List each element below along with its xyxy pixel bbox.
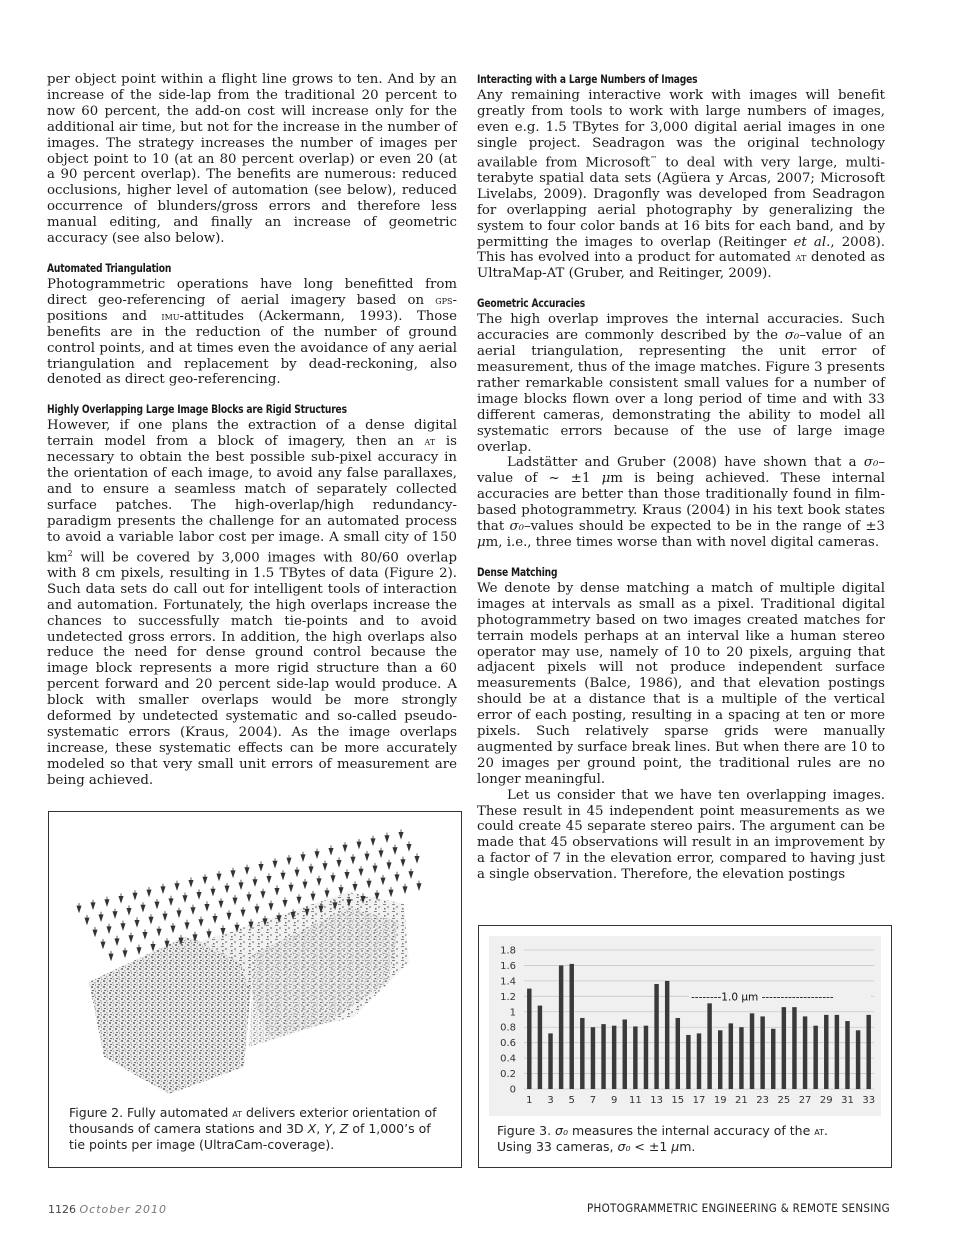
x-tick-label: 29 xyxy=(819,1095,833,1106)
camera-station-icon xyxy=(151,941,155,950)
camera-station-icon xyxy=(273,858,277,867)
camera-station-icon xyxy=(379,848,383,857)
x-tick-label: 31 xyxy=(841,1095,854,1106)
camera-station-icon xyxy=(387,860,391,869)
camera-station-icon xyxy=(207,929,211,938)
camera-station-icon xyxy=(269,901,273,910)
figure-3 xyxy=(478,925,892,1168)
camera-station-icon xyxy=(385,833,389,842)
bar xyxy=(707,993,711,1089)
bar xyxy=(623,1020,627,1090)
camera-station-icon xyxy=(107,924,111,933)
camera-station-icon xyxy=(191,905,195,914)
heading-geometric-accuracies: Geometric Accuracies xyxy=(477,296,586,311)
x-tick-label: 11 xyxy=(628,1095,642,1106)
x-tick-label: 25 xyxy=(777,1095,791,1106)
camera-station-icon xyxy=(115,936,119,945)
bar xyxy=(654,984,658,1089)
camera-station-icon xyxy=(283,897,287,906)
heading-automated-triangulation: Automated Triangulation xyxy=(47,260,172,275)
terrain-block-left xyxy=(89,937,254,1094)
camera-station-icon xyxy=(123,948,127,957)
x-tick-label: 33 xyxy=(862,1095,876,1106)
camera-station-icon xyxy=(281,870,285,879)
intro-paragraph: per object point within a flight line grows to ten. And by an increase of the side-lap from the traditional 20 percent to now 60 percent, the add-on cost will increase only for the additional air time, but not for the increase in the number of images. The strategy increases the number of images per object point to 10 (at an 80 percent overlap) or even 20 (at a 90 percent overlap). The benefits are numerous: reduced occlusions, higher level of automation (see below), reduced occurrence of blunders/gross errors and therefore less manual editing, and finally an increase of geometric accuracy (see also below). xyxy=(47,72,457,247)
camera-station-icon xyxy=(135,917,139,926)
geometric-paragraph-1: The high overlap improves the internal accuracies. Such accuracies are commonly described by the σ₀–value of an aerial triangulation, representing the unit error of measurement, thus of the image matches. Figure 3 presents rather remarkable consistent small values for a number of image blocks flown over a long period of time and with 33 different cameras, demonstrating the ability to model all systematic errors because of the use of large image overlap. xyxy=(477,312,885,455)
camera-station-icon xyxy=(147,887,151,896)
y-tick-label: 1.4 xyxy=(500,976,516,988)
bar xyxy=(538,1006,542,1089)
figure-3-chart xyxy=(479,926,891,1116)
camera-station-icon xyxy=(217,871,221,880)
camera-station-icon xyxy=(343,842,347,851)
camera-station-icon xyxy=(247,892,251,901)
bar xyxy=(633,1026,637,1089)
camera-station-icon xyxy=(329,845,333,854)
dense-matching-paragraph-1: We denote by dense matching a match of multiple digital images at intervals as small as a pixel. Traditional digital photogrammetry based on two images created matches for terrain models perhaps at an interval like a human stereo operator may use, namely of 10 to 20 pixels, arguing that adjacent pixels will not produce independent surface measurements (Balce, 1986), and that elevation postings should be at a distance that is a multiple of the vertical error of each posting, resulting in a spacing at ten or more pixels. Such relatively sparse grids were manually augmented by surface break lines. But when there are 10 to 20 images per ground point, the traditional rules are no longer meaningful. xyxy=(477,580,885,787)
camera-station-icon xyxy=(255,904,259,913)
camera-station-icon xyxy=(367,878,371,887)
bar xyxy=(676,1018,680,1089)
camera-station-icon xyxy=(199,917,203,926)
camera-station-icon xyxy=(239,880,243,889)
bar xyxy=(686,1035,690,1089)
camera-station-icon xyxy=(171,923,175,932)
bar xyxy=(612,1026,616,1089)
camera-station-icon xyxy=(137,945,141,954)
footer-journal-name: PHOTOGRAMMETRIC ENGINEERING & REMOTE SENSING xyxy=(586,1201,890,1215)
heading-rigid-structures: Highly Overlapping Large Image Blocks are Rigid Structures xyxy=(47,402,347,417)
camera-station-icon xyxy=(85,915,89,924)
camera-station-icon xyxy=(325,888,329,897)
camera-station-icon xyxy=(297,894,301,903)
right-column xyxy=(477,72,885,883)
camera-station-icon xyxy=(129,933,133,942)
camera-station-icon xyxy=(323,861,327,870)
camera-station-icon xyxy=(177,908,181,917)
y-tick-label: 0 xyxy=(509,1084,516,1096)
automated-triangulation-paragraph: Photogrammetric operations have long benefitted from direct geo-referencing of aerial imagery based on gps-positions and imu-attitudes (Ackermann, 1993). Those benefits are in the reduction of the number of ground control points, and at times even the avoidance of any aerial triangulation and replacement by dead-reckoning, also denoted as direct geo-referencing. xyxy=(47,276,457,388)
camera-station-icon xyxy=(253,877,257,886)
camera-station-icon xyxy=(101,939,105,948)
camera-station-icon xyxy=(417,881,421,890)
camera-station-icon xyxy=(303,879,307,888)
camera-station-icon xyxy=(315,849,319,858)
camera-station-icon xyxy=(371,836,375,845)
camera-station-icon xyxy=(189,877,193,886)
x-tick-label: 7 xyxy=(589,1095,597,1106)
bar xyxy=(792,1007,796,1089)
camera-station-icon xyxy=(77,903,81,912)
bar xyxy=(771,1029,775,1089)
figure-2 xyxy=(48,811,462,1168)
bar xyxy=(591,1027,595,1089)
bar xyxy=(856,1030,860,1089)
annotation-label: --------1.0 µm ------------------- xyxy=(691,991,834,1004)
camera-station-icon xyxy=(275,885,279,894)
bar xyxy=(845,1021,849,1089)
heading-dense-matching: Dense Matching xyxy=(477,564,558,579)
camera-station-icon xyxy=(353,881,357,890)
camera-station-icon xyxy=(225,883,229,892)
x-tick-label: 9 xyxy=(610,1095,618,1106)
camera-station-icon xyxy=(311,891,315,900)
x-tick-label: 23 xyxy=(756,1095,770,1106)
camera-station-icon xyxy=(401,857,405,866)
camera-station-icon xyxy=(143,929,147,938)
bar xyxy=(527,989,531,1089)
camera-station-icon xyxy=(133,890,137,899)
y-tick-label: 0.6 xyxy=(500,1038,516,1050)
bar xyxy=(760,1016,764,1089)
camera-station-icon xyxy=(219,898,223,907)
camera-station-icon xyxy=(155,899,159,908)
camera-station-icon xyxy=(409,869,413,878)
camera-station-icon xyxy=(339,885,343,894)
x-tick-label: 3 xyxy=(547,1095,554,1106)
camera-station-icon xyxy=(245,865,249,874)
figure-2-caption: Figure 2. Fully automated at delivers exterior orientation of thousands of camera stations and 3D X, Y, Z of 1,000’s of tie points per image (UltraCam-coverage). xyxy=(69,1105,437,1152)
bar xyxy=(739,1027,743,1089)
camera-station-icon xyxy=(357,839,361,848)
figure-2-image xyxy=(49,812,461,1102)
bar xyxy=(782,1007,786,1089)
bar xyxy=(750,1013,754,1089)
camera-station-icon xyxy=(119,893,123,902)
y-tick-label: 0.8 xyxy=(500,1022,516,1034)
bar xyxy=(570,964,574,1089)
y-tick-label: 0.4 xyxy=(500,1053,516,1065)
camera-station-icon xyxy=(331,873,335,882)
camera-station-icon xyxy=(141,902,145,911)
camera-station-icon xyxy=(345,869,349,878)
camera-station-icon xyxy=(183,893,187,902)
y-tick-label: 1 xyxy=(509,1007,516,1019)
camera-station-icon xyxy=(197,889,201,898)
x-tick-label: 17 xyxy=(692,1095,706,1106)
bar xyxy=(644,1026,648,1089)
camera-station-icon xyxy=(415,853,419,862)
camera-station-icon xyxy=(163,911,167,920)
x-tick-label: 1 xyxy=(526,1095,533,1106)
camera-station-icon xyxy=(93,927,97,936)
camera-station-icon xyxy=(407,841,411,850)
camera-station-icon xyxy=(289,882,293,891)
dense-matching-paragraph-2: Let us consider that we have ten overlapping images. These result in 45 independent point measurements as we could create 45 separate stereo pairs. The argument can be made that 45 observations will result in an improvement by a factor of 7 in the elevation error, compared to having just a single observation. Therefore, the elevation postings xyxy=(477,787,885,883)
camera-station-icon xyxy=(105,897,109,906)
x-tick-label: 15 xyxy=(671,1095,685,1106)
camera-station-icon xyxy=(403,884,407,893)
left-column xyxy=(47,72,457,789)
camera-station-icon xyxy=(373,863,377,872)
camera-station-icon xyxy=(169,896,173,905)
camera-station-icon xyxy=(127,905,131,914)
camera-station-icon xyxy=(259,861,263,870)
camera-station-icon xyxy=(241,907,245,916)
x-tick-label: 27 xyxy=(798,1095,812,1106)
camera-station-icon xyxy=(203,874,207,883)
camera-station-icon xyxy=(231,868,235,877)
bar xyxy=(824,1015,828,1089)
camera-station-icon xyxy=(211,886,215,895)
camera-station-icon xyxy=(221,925,225,934)
camera-station-icon xyxy=(359,866,363,875)
bar xyxy=(601,1024,605,1089)
bar xyxy=(729,1023,733,1089)
y-tick-label: 0.2 xyxy=(500,1069,516,1081)
bar xyxy=(580,1018,584,1089)
bar xyxy=(835,1015,839,1089)
interacting-paragraph: Any remaining interactive work with images will benefit greatly from tools to work with large numbers of images, even e.g. 1.5 TBytes for 3,000 digital aerial images in one single project. Seadragon was the original technology available from Microsoft™ to deal with very large, multi-terabyte spatial data sets (Agüera y Arcas, 2007; Microsoft Livelabs, 2009). Dragonfly was developed from Seadragon for overlapping aerial photography by generalizing the system to four color bands at 16 bits for each band, and by permitting the images to overlap (Reitinger et al., 2008). This has evolved into a product for automated at denoted as UltraMap-AT (Gruber, and Reitinger, 2009). xyxy=(477,88,885,282)
camera-station-icon xyxy=(301,852,305,861)
y-tick-label: 1.6 xyxy=(500,960,516,972)
camera-station-icon xyxy=(121,921,125,930)
camera-station-icon xyxy=(309,864,313,873)
camera-station-icon xyxy=(393,845,397,854)
camera-station-icon xyxy=(395,872,399,881)
bar xyxy=(665,981,669,1089)
y-tick-label: 1.8 xyxy=(500,945,516,957)
x-tick-label: 5 xyxy=(568,1095,575,1106)
camera-station-icon xyxy=(233,895,237,904)
camera-station-icon xyxy=(157,926,161,935)
rigid-structures-paragraph: However, if one plans the extraction of a dense digital terrain model from a block of imagery, then an at is necessary to obtain the best possible sub-pixel accuracy in the orientation of each image, to avoid any false parallaxes, and to ensure a seamless match of separately collected surface patches. The high-overlap/high redundancy-paradigm presents the challenge for an automated process to avoid a variable labor cost per image. A small city of 150 $km^2$ will be covered by 3,000 images with 80/60 overlap with 8 cm pixels, resulting in 1.5 TBytes of data (Figure 2). Such data sets do call out for intelligent tools of interaction and automation. Fortunately, the high overlaps increase the chances to successfully match tie-points and to avoid undetected gross errors. In addition, the high overlaps also reduce the need for dense ground control because the image block represents a more rigid structure than a 60 percent forward and 20 percent side-lap would produce. A block with smaller overlaps would be more strongly deformed by undetected systematic and so-called pseudo-systematic errors (Kraus, 2004). As the image overlaps increase, these systematic effects can be more accurately modeled so that very small unit errors of measurement are being achieved. xyxy=(47,418,457,788)
camera-station-icon xyxy=(109,951,113,960)
camera-station-icon xyxy=(337,857,341,866)
camera-station-icon xyxy=(161,884,165,893)
bar xyxy=(559,965,563,1089)
geometric-paragraph-2: Ladstätter and Gruber (2008) have shown that a σ₀–value of ~ ±1 μm is being achieved. These internal accuracies are better than those traditionally found in film-based photogrammetry. Kraus (2004) in his text book states that σ₀–values should be expected to be in the range of ±3 μm, i.e., three times worse than with novel digital cameras. xyxy=(477,455,885,550)
camera-station-icon xyxy=(113,909,117,918)
camera-station-icon xyxy=(261,889,265,898)
camera-station-icon xyxy=(205,901,209,910)
x-tick-label: 19 xyxy=(713,1095,727,1106)
camera-station-icon xyxy=(317,876,321,885)
camera-station-icon xyxy=(149,914,153,923)
bar xyxy=(548,1033,552,1089)
camera-station-icon xyxy=(99,912,103,921)
camera-station-icon xyxy=(399,829,403,838)
bar xyxy=(718,1030,722,1089)
camera-station-icon xyxy=(381,875,385,884)
camera-station-icon xyxy=(287,855,291,864)
issue-date: October 2010 xyxy=(79,1203,168,1216)
camera-station-icon xyxy=(365,851,369,860)
y-tick-label: 1.2 xyxy=(500,991,516,1003)
camera-station-icon xyxy=(295,867,299,876)
figure-3-caption: Figure 3. σ₀ measures the internal accuracy of the at. Using 33 cameras, σ₀ < ±1 μm. xyxy=(497,1123,828,1154)
camera-station-icon xyxy=(389,887,393,896)
bar xyxy=(803,1016,807,1089)
bar xyxy=(697,1033,701,1089)
camera-station-icon xyxy=(267,873,271,882)
bar xyxy=(866,1015,870,1089)
camera-station-icon xyxy=(175,881,179,890)
heading-interacting: Interacting with a Large Numbers of Images xyxy=(477,72,698,86)
footer-page-info xyxy=(48,1203,167,1216)
x-tick-label: 13 xyxy=(650,1095,663,1106)
camera-station-icon xyxy=(227,910,231,919)
x-tick-label: 21 xyxy=(735,1095,748,1106)
bar xyxy=(813,1026,817,1089)
page-number: 1126 xyxy=(48,1203,76,1216)
camera-station-icon xyxy=(351,854,355,863)
camera-station-icon xyxy=(91,900,95,909)
camera-station-icon xyxy=(213,913,217,922)
camera-station-icon xyxy=(185,920,189,929)
